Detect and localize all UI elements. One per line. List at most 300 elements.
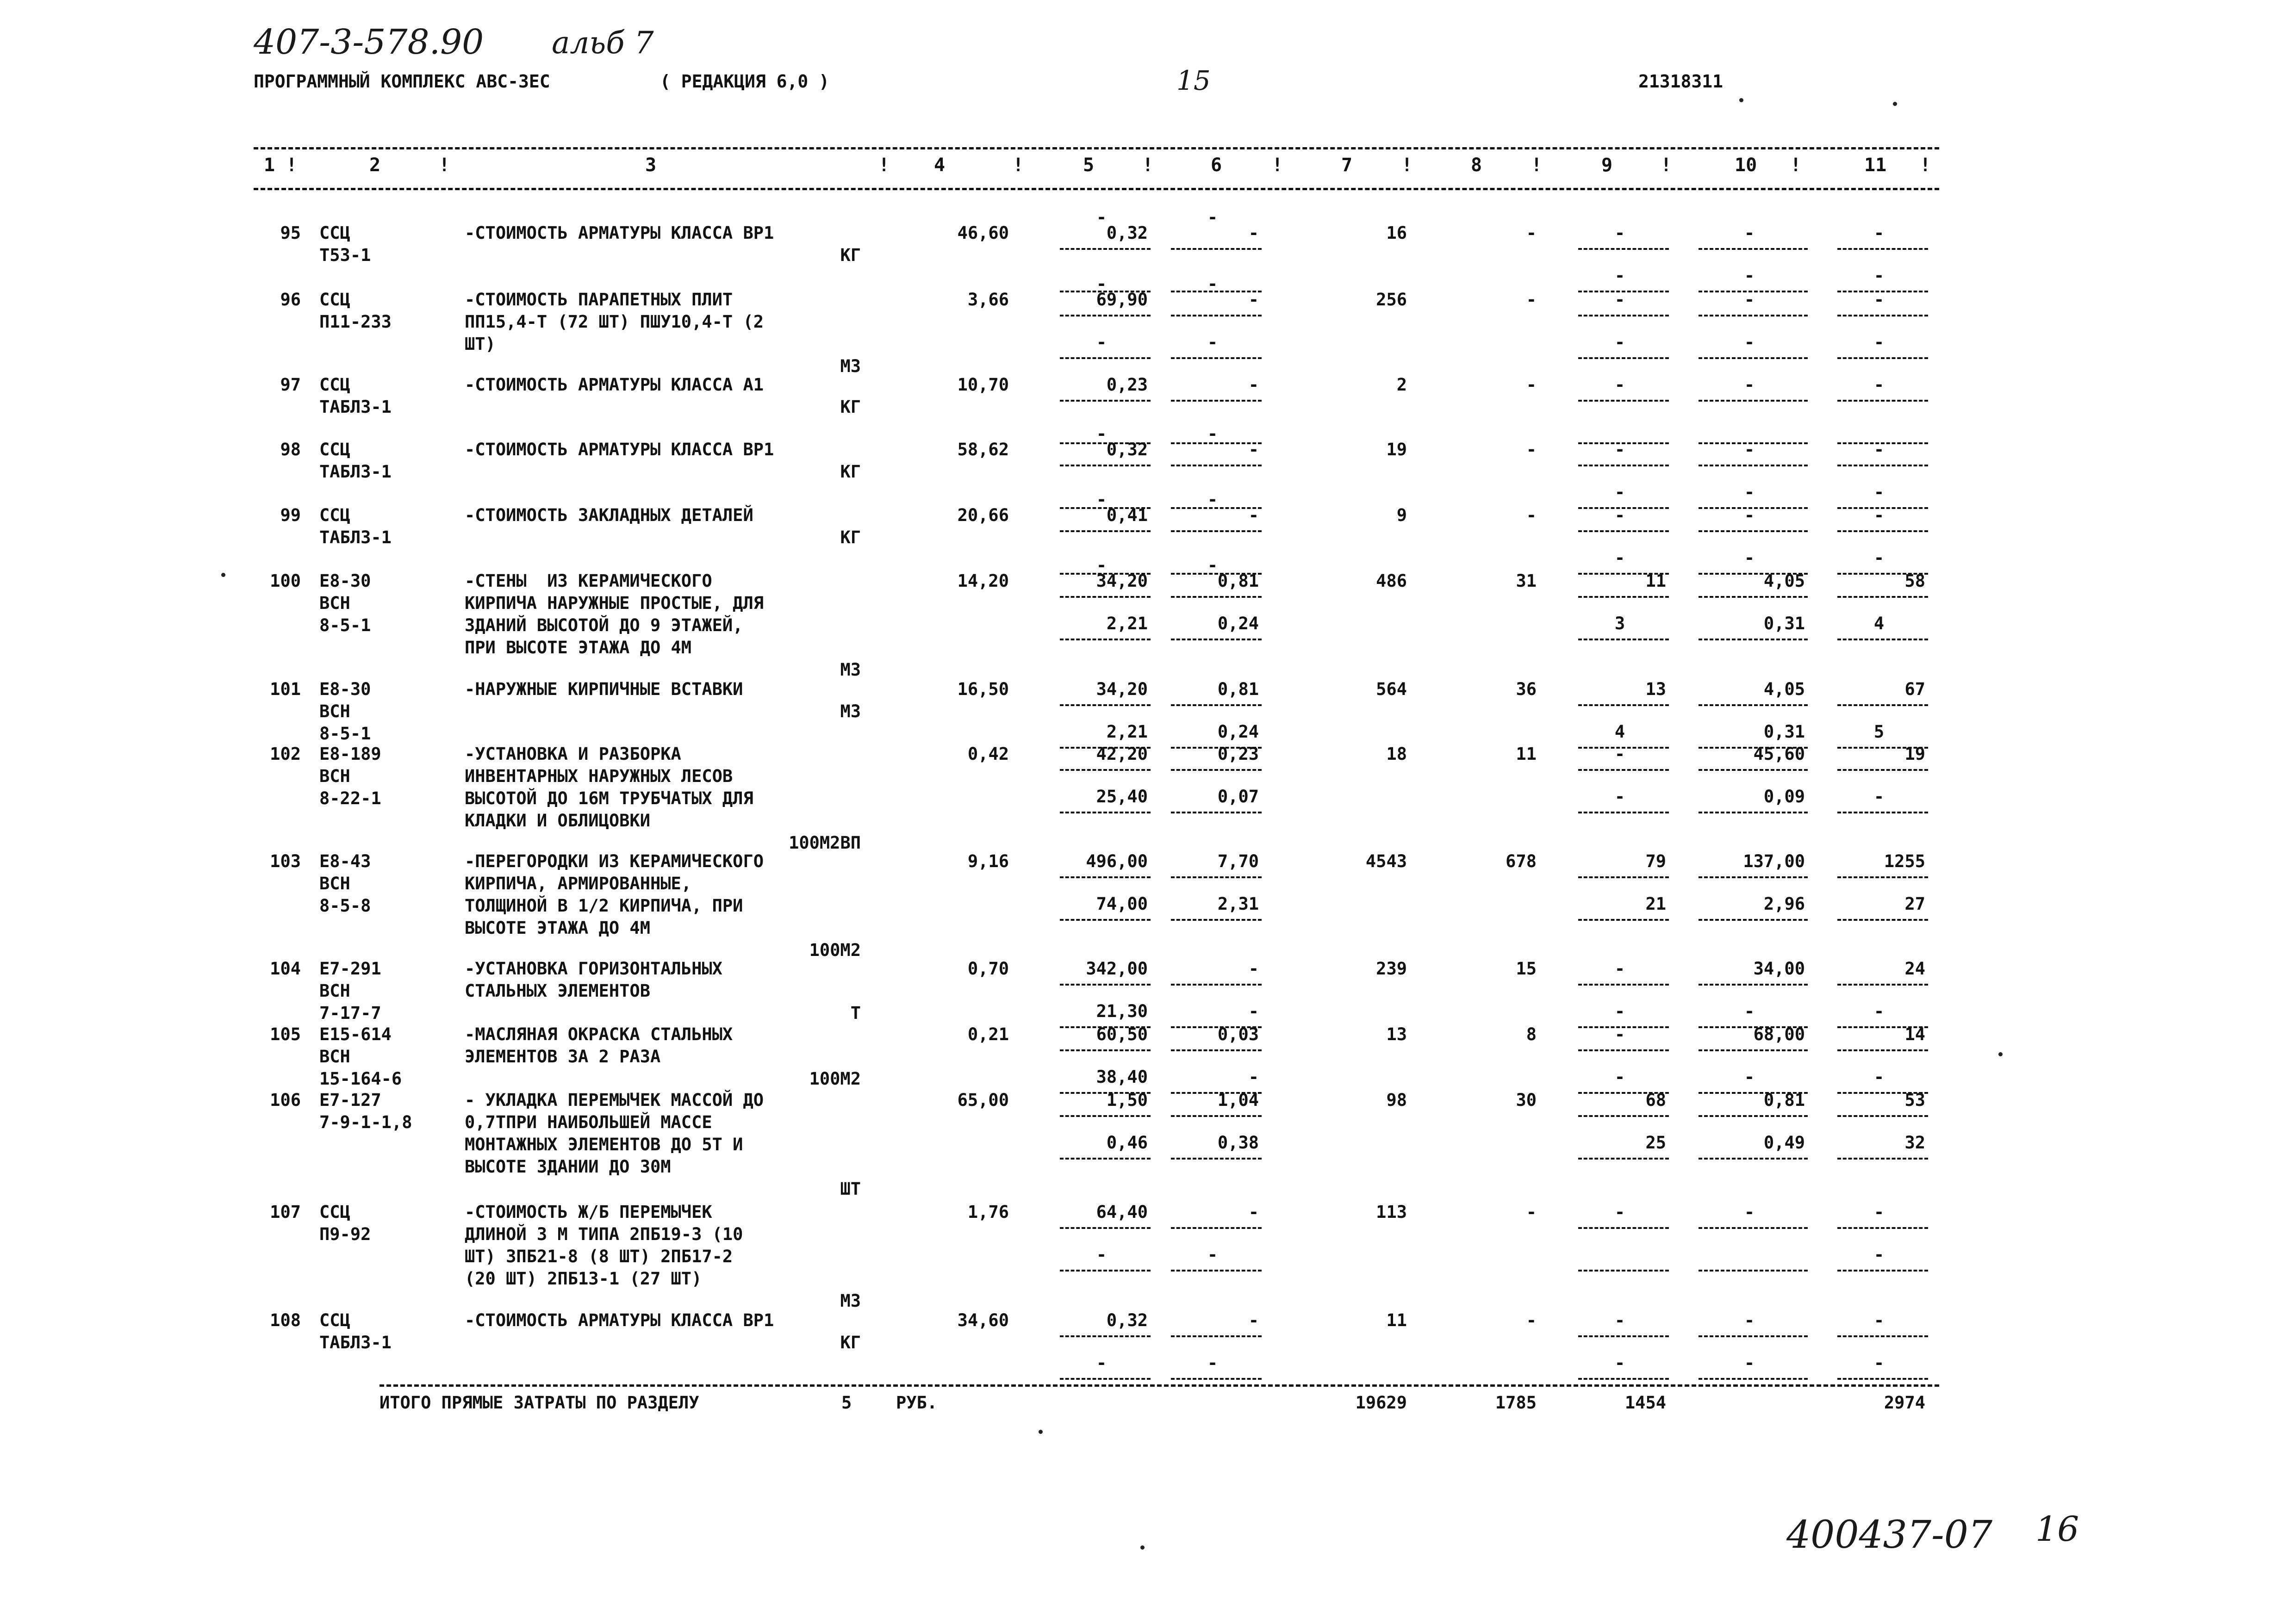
cell-underline: [1578, 315, 1669, 316]
row-c8: 31: [1516, 571, 1537, 591]
row-description-line: -МАСЛЯНАЯ ОКРАСКА СТАЛЬНЫХ: [465, 1024, 733, 1044]
row-description-line: ЭЛЕМЕНТОВ ЗА 2 РАЗА: [465, 1047, 661, 1067]
row-c6-dash-above: -: [1207, 424, 1218, 444]
row-c7: 16: [1386, 223, 1407, 243]
row-c6-second: 0,24: [1217, 614, 1259, 633]
row-c11-main: 24: [1904, 959, 1925, 979]
cell-underline: [1171, 1227, 1262, 1229]
row-c7: 486: [1376, 571, 1407, 591]
row-c6-dash-above: -: [1207, 274, 1218, 294]
row-description-line: ТОЛЩИНОЙ В 1/2 КИРПИЧА, ПРИ: [465, 896, 743, 916]
row-code-line: ССЦ: [319, 223, 350, 243]
cell-underline: [1699, 315, 1808, 316]
row-description-line: ВЫСОТЕ ЭТАЖА ДО 4М: [465, 918, 650, 938]
row-c11-main: 19: [1904, 744, 1925, 764]
row-c5-second: 2,21: [1106, 722, 1148, 742]
cell-underline: [1060, 1115, 1151, 1117]
row-description-line: -НАРУЖНЫЕ КИРПИЧНЫЕ ВСТАВКИ: [465, 679, 743, 699]
row-unit: КГ: [840, 245, 861, 265]
row-quantity: 14,20: [957, 571, 1009, 591]
row-c5-main: 0,41: [1106, 505, 1148, 525]
row-description-line: ПП15,4-Т (72 ШТ) ПШУ10,4-Т (2: [465, 312, 764, 332]
row-c7: 239: [1376, 959, 1407, 979]
cell-underline: [1060, 596, 1151, 598]
row-quantity: 20,66: [957, 505, 1009, 525]
column-separator: !: [1272, 155, 1283, 176]
row-code-line: ССЦ: [319, 505, 350, 525]
row-c6-second: 2,31: [1217, 894, 1259, 914]
row-c6-main: -: [1248, 959, 1259, 979]
row-c5-dash-above: -: [1096, 424, 1107, 444]
row-c11-second: -: [1873, 332, 1885, 352]
row-c6-main: 0,81: [1217, 679, 1259, 699]
row-c10-main: 4,05: [1763, 679, 1805, 699]
row-c8: -: [1526, 1310, 1537, 1330]
row-c9-second: 21: [1645, 894, 1666, 914]
cell-underline: [1699, 1378, 1808, 1380]
row-c5-second: 21,30: [1096, 1001, 1148, 1021]
row-c10-second: 0,09: [1763, 787, 1805, 806]
row-c11-second: -: [1873, 1245, 1885, 1265]
row-c7: 11: [1386, 1310, 1407, 1330]
row-c8: -: [1526, 440, 1537, 459]
row-c10-main: 68,00: [1753, 1024, 1805, 1044]
column-separator: !: [1920, 155, 1931, 176]
row-c9-main: -: [1614, 290, 1625, 310]
row-c11-main: 1255: [1884, 851, 1925, 871]
row-number: 108: [270, 1310, 301, 1330]
column-separator: !: [1401, 155, 1413, 176]
row-c5-second: 2,21: [1106, 614, 1148, 633]
row-c5-dash-above: -: [1096, 555, 1107, 575]
row-c5-second: 0,46: [1106, 1133, 1148, 1153]
row-c10-second: 0,49: [1763, 1133, 1805, 1153]
row-code-line: ТАБЛ3-1: [319, 462, 392, 482]
row-c6-main: -: [1248, 440, 1259, 459]
cell-underline: [1171, 248, 1262, 250]
row-description-line: -СТОИМОСТЬ Ж/Б ПЕРЕМЫЧЕК: [465, 1202, 712, 1222]
row-c6-dash-above: -: [1207, 490, 1218, 509]
row-description-line: ДЛИНОЙ 3 М ТИПА 2ПБ19-3 (10: [465, 1224, 743, 1244]
row-description-line: -СТЕНЫ ИЗ КЕРАМИЧЕСКОГО: [465, 571, 712, 591]
row-code-line: ВСН: [319, 1047, 350, 1067]
row-c11-second: -: [1873, 1001, 1885, 1021]
row-c10-second: -: [1744, 482, 1755, 502]
row-c6-main: 0,03: [1217, 1024, 1259, 1044]
row-code-line: ССЦ: [319, 440, 350, 459]
row-c6-second: -: [1207, 1245, 1218, 1265]
row-code-line: Е7-291: [319, 959, 381, 979]
row-description-line: 0,7ТПРИ НАИБОЛЬШЕЙ МАССЕ: [465, 1112, 712, 1132]
total-col9: 1454: [1624, 1393, 1666, 1413]
row-c6-main: -: [1248, 1310, 1259, 1330]
row-unit: 100М2: [809, 940, 861, 960]
row-unit: КГ: [840, 462, 861, 482]
row-quantity: 16,50: [957, 679, 1009, 699]
cell-underline: [1171, 704, 1262, 706]
cell-underline: [1171, 919, 1262, 921]
total-label: ИТОГО ПРЯМЫЕ ЗАТРАТЫ ПО РАЗДЕЛУ: [380, 1393, 699, 1413]
row-c11-second: 32: [1904, 1133, 1925, 1153]
row-c7: 4543: [1365, 851, 1407, 871]
scan-speck: [1140, 1545, 1145, 1550]
row-description-line: -СТОИМОСТЬ АРМАТУРЫ КЛАССА ВР1: [465, 440, 774, 459]
row-description-line: КЛАДКИ И ОБЛИЦОВКИ: [465, 811, 650, 831]
row-code-line: Е15-614: [319, 1024, 392, 1044]
row-code-line: ССЦ: [319, 375, 350, 395]
row-number: 98: [280, 440, 301, 459]
table-header-bottom-rule: [254, 188, 1939, 190]
row-c9-second: 4: [1614, 722, 1625, 742]
row-unit: КГ: [840, 1333, 861, 1352]
row-c11-main: 58: [1904, 571, 1925, 591]
row-c7: 564: [1376, 679, 1407, 699]
row-number: 105: [270, 1024, 301, 1044]
scan-speck: [221, 573, 225, 577]
row-c9-main: -: [1614, 1202, 1625, 1222]
row-c5-dash-above: -: [1096, 207, 1107, 227]
cell-underline: [1837, 400, 1928, 402]
handwritten-page-number: 15: [1176, 65, 1211, 96]
row-c10-second: -: [1744, 1001, 1755, 1021]
row-number: 95: [280, 223, 301, 243]
cell-underline: [1699, 812, 1808, 813]
cell-underline: [1837, 1049, 1928, 1051]
row-c9-main: -: [1614, 505, 1625, 525]
cell-underline: [1578, 248, 1669, 250]
cell-underline: [1171, 1270, 1262, 1272]
row-c9-main: -: [1614, 1024, 1625, 1044]
row-c10-second: 0,31: [1763, 614, 1805, 633]
row-unit: Т: [850, 1003, 861, 1023]
cell-underline: [1578, 530, 1669, 532]
row-c10-second: -: [1744, 266, 1755, 285]
row-description-line: КИРПИЧА НАРУЖНЫЕ ПРОСТЫЕ, ДЛЯ: [465, 593, 764, 613]
row-c11-main: -: [1873, 505, 1885, 525]
cell-underline: [1699, 876, 1808, 878]
row-code-line: ВСН: [319, 701, 350, 721]
program-title: ПРОГРАММНЫЙ КОМПЛЕКС АВС-3ЕС: [254, 71, 550, 92]
cell-underline: [1578, 769, 1669, 771]
row-c9-second: -: [1614, 1001, 1625, 1021]
row-c9-main: 11: [1645, 571, 1666, 591]
row-c9-second: -: [1614, 332, 1625, 352]
row-c7: 2: [1396, 375, 1407, 395]
row-c6-main: 7,70: [1217, 851, 1259, 871]
row-code-line: 7-9-1-1,8: [319, 1112, 412, 1132]
row-c10-main: -: [1744, 223, 1755, 243]
row-c8: -: [1526, 1202, 1537, 1222]
row-number: 104: [270, 959, 301, 979]
row-c6-second: 0,38: [1217, 1133, 1259, 1153]
row-code-line: Т53-1: [319, 245, 371, 265]
cell-underline: [1578, 984, 1669, 986]
cell-underline: [1060, 400, 1151, 402]
cell-underline: [1171, 1335, 1262, 1337]
row-c5-main: 69,90: [1096, 290, 1148, 310]
row-code-line: ССЦ: [319, 1310, 350, 1330]
row-unit: М3: [840, 356, 861, 376]
row-c5-main: 496,00: [1086, 851, 1148, 871]
cell-underline: [1060, 639, 1151, 640]
row-c10-second: -: [1744, 1353, 1755, 1373]
row-c6-main: 1,04: [1217, 1090, 1259, 1110]
cell-underline: [1060, 1270, 1151, 1272]
row-quantity: 34,60: [957, 1310, 1009, 1330]
row-unit: ШТ: [840, 1179, 861, 1199]
row-c9-main: -: [1614, 223, 1625, 243]
row-unit: М3: [840, 660, 861, 680]
row-c6-second: 0,07: [1217, 787, 1259, 806]
row-c11-second: 5: [1873, 722, 1885, 742]
row-c9-second: -: [1614, 1067, 1625, 1087]
row-c11-main: -: [1873, 1310, 1885, 1330]
column-separator: !: [1013, 155, 1024, 176]
cell-underline: [1578, 876, 1669, 878]
cell-underline: [1699, 769, 1808, 771]
cell-underline: [1578, 1270, 1669, 1272]
row-quantity: 0,42: [967, 744, 1009, 764]
total-currency: РУБ.: [896, 1393, 938, 1413]
row-code-line: ТАБЛ3-1: [319, 397, 392, 417]
row-c5-main: 0,32: [1106, 440, 1148, 459]
total-col8: 1785: [1495, 1393, 1537, 1413]
cell-underline: [1837, 639, 1928, 640]
row-c10-main: -: [1744, 505, 1755, 525]
row-code-line: ВСН: [319, 874, 350, 893]
row-c10-second: 2,96: [1763, 894, 1805, 914]
cell-underline: [1578, 1335, 1669, 1337]
row-c9-second: -: [1614, 482, 1625, 502]
total-col7: 19629: [1355, 1393, 1407, 1413]
row-c5-main: 0,23: [1106, 375, 1148, 395]
row-unit: М3: [840, 1291, 861, 1311]
row-quantity: 1,76: [967, 1202, 1009, 1222]
row-c6-second: -: [1248, 1001, 1259, 1021]
row-quantity: 0,21: [967, 1024, 1009, 1044]
row-description-line: -СТОИМОСТЬ ЗАКЛАДНЫХ ДЕТАЛЕЙ: [465, 505, 753, 525]
cell-underline: [1060, 530, 1151, 532]
column-header-4: 4: [934, 155, 946, 176]
cell-underline: [1171, 984, 1262, 986]
row-c10-second: -: [1744, 1067, 1755, 1087]
row-description-line: -СТОИМОСТЬ АРМАТУРЫ КЛАССА ВР1: [465, 223, 774, 243]
row-code-line: Е7-127: [319, 1090, 381, 1110]
cell-underline: [1171, 1158, 1262, 1160]
row-code-line: П9-92: [319, 1224, 371, 1244]
cell-underline: [1837, 876, 1928, 878]
cell-underline: [1699, 1227, 1808, 1229]
cell-underline: [1837, 248, 1928, 250]
row-c8: 678: [1506, 851, 1537, 871]
column-header-11: 11: [1864, 155, 1887, 176]
row-c8: -: [1526, 375, 1537, 395]
row-c10-main: -: [1744, 1202, 1755, 1222]
row-unit: М3: [840, 701, 861, 721]
column-header-row: [254, 155, 1939, 182]
row-c5-main: 34,20: [1096, 571, 1148, 591]
cell-underline: [1578, 1158, 1669, 1160]
row-code-line: ССЦ: [319, 1202, 350, 1222]
row-c11-second: 27: [1904, 894, 1925, 914]
row-description-line: (20 ШТ) 2ПБ13-1 (27 ШТ): [465, 1269, 702, 1289]
cell-underline: [1699, 596, 1808, 598]
row-c11-main: -: [1873, 223, 1885, 243]
row-c9-main: 79: [1645, 851, 1666, 871]
edition-label: ( РЕДАКЦИЯ 6,0 ): [660, 71, 830, 92]
row-unit: КГ: [840, 527, 861, 547]
scan-speck: [1039, 1430, 1043, 1434]
cell-underline: [1837, 984, 1928, 986]
row-quantity: 3,66: [967, 290, 1009, 310]
row-c7: 13: [1386, 1024, 1407, 1044]
cell-underline: [1837, 596, 1928, 598]
cell-underline: [1578, 357, 1669, 359]
row-c6-dash-above: -: [1207, 207, 1218, 227]
row-c10-main: -: [1744, 1310, 1755, 1330]
row-c11-second: -: [1873, 1353, 1885, 1373]
row-code-line: 8-22-1: [319, 788, 381, 808]
row-c10-second: 0,31: [1763, 722, 1805, 742]
row-code-line: Е8-30: [319, 679, 371, 699]
row-number: 107: [270, 1202, 301, 1222]
row-c11-second: -: [1873, 787, 1885, 806]
total-col11: 2974: [1884, 1393, 1925, 1413]
row-c5-second: 38,40: [1096, 1067, 1148, 1087]
handwritten-archive-code: 400437-07: [1786, 1513, 1993, 1557]
cell-underline: [1171, 1115, 1262, 1117]
row-unit: КГ: [840, 397, 861, 417]
cell-underline: [1578, 465, 1669, 466]
row-code-line: 15-164-6: [319, 1069, 402, 1089]
row-description-line: ПРИ ВЫСОТЕ ЭТАЖА ДО 4М: [465, 638, 692, 658]
cell-underline: [1060, 1227, 1151, 1229]
cell-underline: [1699, 400, 1808, 402]
cell-underline: [1171, 315, 1262, 316]
row-unit: 100М2ВП: [789, 833, 861, 853]
row-c10-main: 4,05: [1763, 571, 1805, 591]
column-separator: !: [1790, 155, 1802, 176]
total-top-rule: [380, 1384, 1939, 1387]
row-description-line: ЗДАНИЙ ВЫСОТОЙ ДО 9 ЭТАЖЕЙ,: [465, 615, 743, 635]
column-header-8: 8: [1471, 155, 1482, 176]
cell-underline: [1578, 1227, 1669, 1229]
cell-underline: [1060, 1049, 1151, 1051]
handwritten-sheet-number: 16: [2035, 1509, 2079, 1549]
row-c6-main: -: [1248, 290, 1259, 310]
row-c11-main: -: [1873, 440, 1885, 459]
row-c6-second: -: [1207, 332, 1218, 352]
cell-underline: [1837, 1270, 1928, 1272]
row-c11-second: -: [1873, 1067, 1885, 1087]
cell-underline: [1060, 984, 1151, 986]
row-c5-dash-above: -: [1096, 274, 1107, 294]
row-c7: 256: [1376, 290, 1407, 310]
row-c9-main: -: [1614, 744, 1625, 764]
cell-underline: [1837, 1158, 1928, 1160]
cell-underline: [1699, 704, 1808, 706]
row-c11-main: -: [1873, 290, 1885, 310]
row-description-line: - УКЛАДКА ПЕРЕМЫЧЕК МАССОЙ ДО: [465, 1090, 764, 1110]
row-c9-main: 13: [1645, 679, 1666, 699]
row-c5-main: 64,40: [1096, 1202, 1148, 1222]
row-description-line: ИНВЕНТАРНЫХ НАРУЖНЫХ ЛЕСОВ: [465, 766, 733, 786]
total-section: 5: [841, 1393, 852, 1413]
row-number: 100: [270, 571, 301, 591]
cell-underline: [1578, 812, 1669, 813]
cell-underline: [1699, 639, 1808, 640]
row-c6-dash-above: -: [1207, 555, 1218, 575]
table-top-rule: [254, 147, 1939, 149]
column-header-9: 9: [1601, 155, 1613, 176]
row-c5-dash-above: -: [1096, 490, 1107, 509]
row-code-line: ВСН: [319, 766, 350, 786]
row-c9-main: -: [1614, 440, 1625, 459]
row-c5-main: 42,20: [1096, 744, 1148, 764]
cell-underline: [1837, 704, 1928, 706]
column-separator: !: [878, 155, 890, 176]
row-c8: 30: [1516, 1090, 1537, 1110]
column-separator: !: [286, 155, 298, 176]
cell-underline: [1578, 639, 1669, 640]
cell-underline: [1060, 1335, 1151, 1337]
row-c10-second: -: [1744, 332, 1755, 352]
row-code-line: П11-233: [319, 312, 392, 332]
row-c11-main: 14: [1904, 1024, 1925, 1044]
row-code-line: 7-17-7: [319, 1003, 381, 1023]
row-code-line: 8-5-8: [319, 896, 371, 916]
cell-underline: [1171, 596, 1262, 598]
column-header-5: 5: [1083, 155, 1095, 176]
row-quantity: 9,16: [967, 851, 1009, 871]
row-c5-main: 342,00: [1086, 959, 1148, 979]
row-c9-main: -: [1614, 959, 1625, 979]
column-header-7: 7: [1341, 155, 1353, 176]
row-c5-main: 1,50: [1106, 1090, 1148, 1110]
row-c11-second: -: [1873, 266, 1885, 285]
row-c11-main: -: [1873, 375, 1885, 395]
row-description-line: МОНТАЖНЫХ ЭЛЕМЕНТОВ ДО 5Т И: [465, 1135, 743, 1154]
cell-underline: [1699, 919, 1808, 921]
row-code-line: ВСН: [319, 981, 350, 1001]
row-c10-main: -: [1744, 375, 1755, 395]
row-c5-main: 0,32: [1106, 223, 1148, 243]
row-c11-second: -: [1873, 482, 1885, 502]
cell-underline: [1578, 704, 1669, 706]
row-c9-main: -: [1614, 1310, 1625, 1330]
column-separator: !: [1661, 155, 1672, 176]
row-code-line: Е8-43: [319, 851, 371, 871]
row-c5-second: 74,00: [1096, 894, 1148, 914]
row-c8: -: [1526, 505, 1537, 525]
cell-underline: [1171, 876, 1262, 878]
cell-underline: [1060, 876, 1151, 878]
cell-underline: [1699, 530, 1808, 532]
cell-underline: [1837, 465, 1928, 466]
cell-underline: [1837, 769, 1928, 771]
row-code-line: 8-5-1: [319, 615, 371, 635]
row-c8: 11: [1516, 744, 1537, 764]
cell-underline: [1699, 984, 1808, 986]
row-c10-main: 0,81: [1763, 1090, 1805, 1110]
cell-underline: [1837, 1115, 1928, 1117]
row-number: 97: [280, 375, 301, 395]
row-code-line: ВСН: [319, 593, 350, 613]
row-c8: -: [1526, 223, 1537, 243]
row-c7: 9: [1396, 505, 1407, 525]
row-description-line: -УСТАНОВКА И РАЗБОРКА: [465, 744, 681, 764]
cell-underline: [1171, 769, 1262, 771]
